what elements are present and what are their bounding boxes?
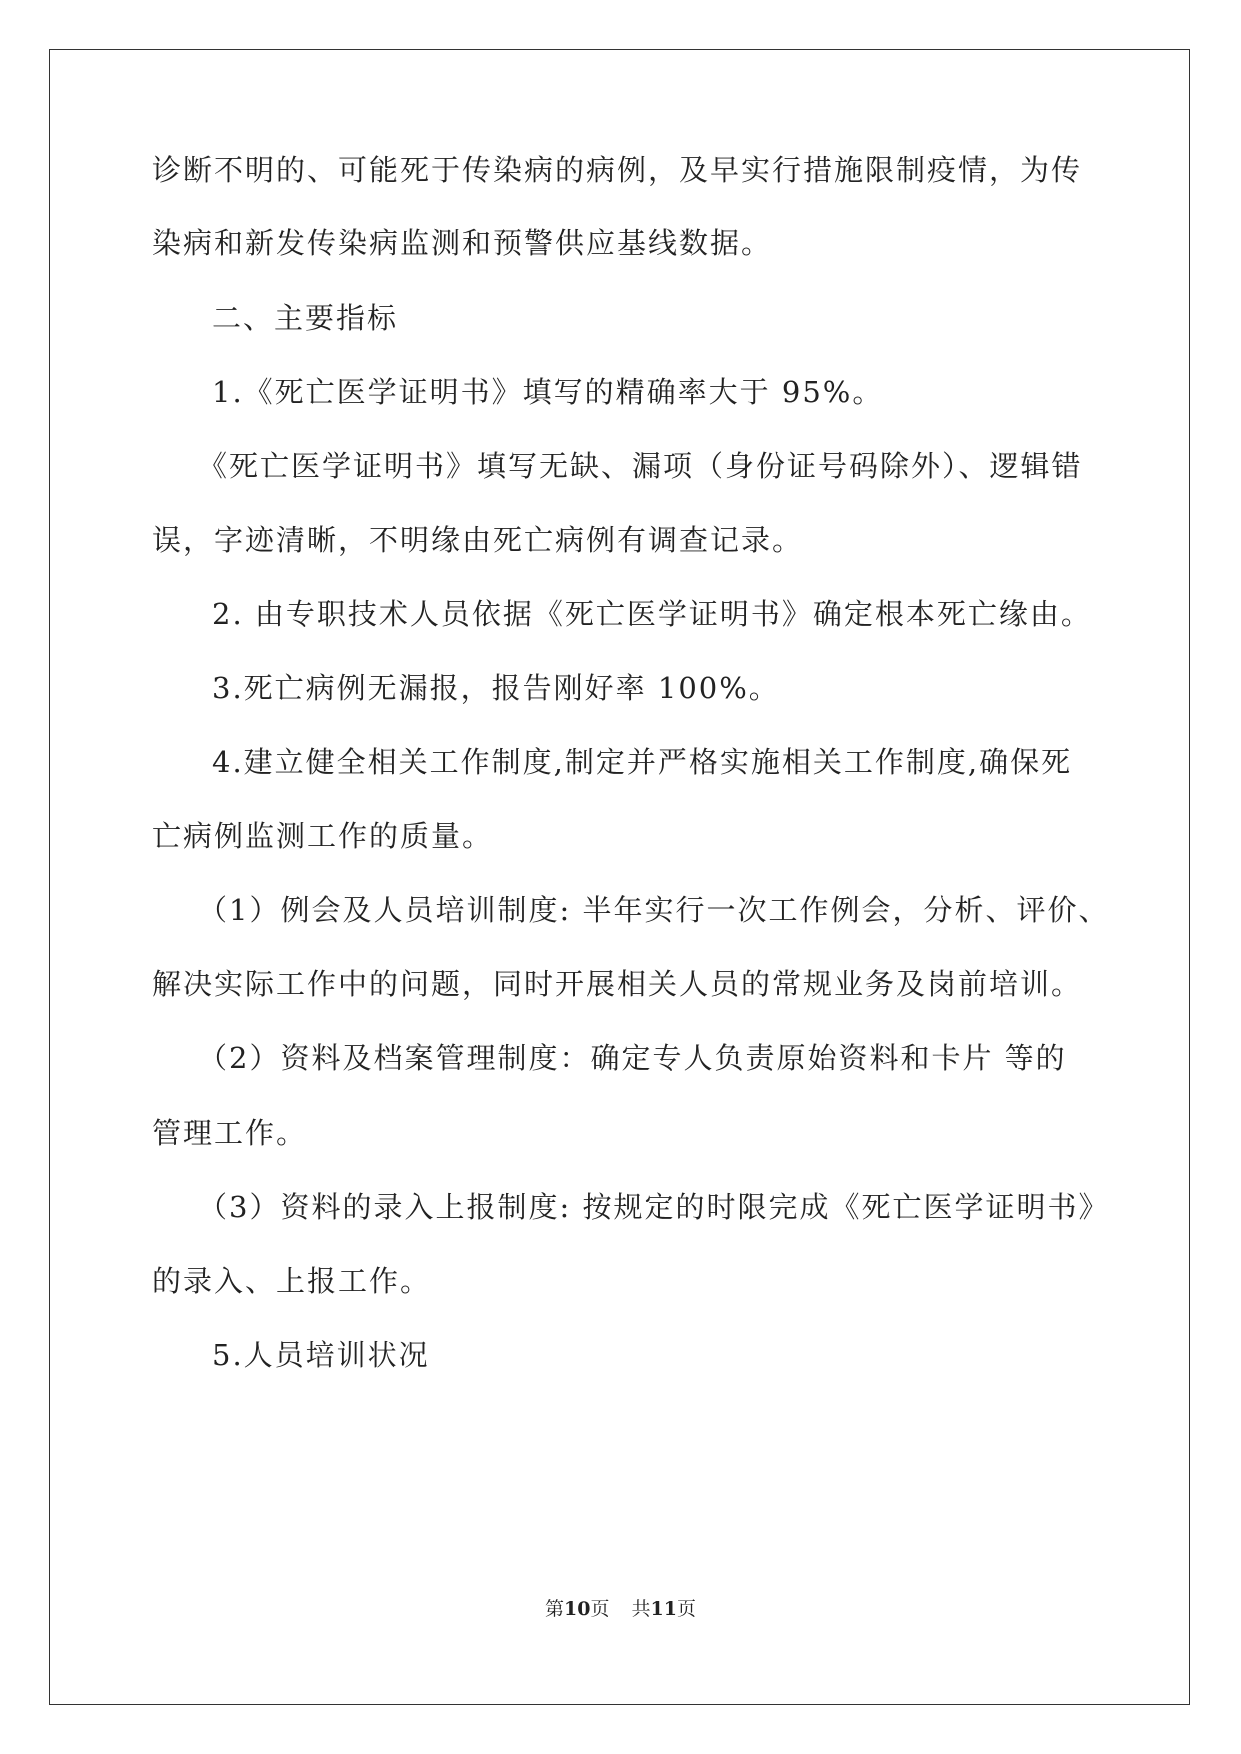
paragraph-line: 染病和新发传染病监测和预警供应基线数据。 — [152, 226, 773, 260]
footer-total-suffix: 页 — [676, 1598, 696, 1620]
paragraph-line: 解决实际工作中的问题，同时开展相关人员的常规业务及岗前培训。 — [152, 967, 1083, 1001]
paragraph-line: 3.死亡病例无漏报，报告刚好率 100%。 — [212, 671, 780, 705]
section-heading: 二、主要指标 — [212, 301, 399, 335]
footer-page-current: 10 — [564, 1598, 591, 1620]
footer-total-prefix: 共 — [631, 1598, 651, 1620]
paragraph-line: 《死亡医学证明书》填写无缺、漏项（身份证号码除外）、逻辑错 — [198, 449, 1083, 483]
paragraph-line: （3）资料的录入上报制度: 按规定的时限完成《死亡医学证明书》 — [198, 1190, 1110, 1224]
paragraph-line: （2）资料及档案管理制度：确定专人负责原始资料和卡片 等的 — [198, 1041, 1067, 1075]
paragraph-line: （1）例会及人员培训制度: 半年实行一次工作例会，分析、评价、 — [198, 893, 1110, 927]
page-footer — [0, 1597, 1241, 1621]
footer-page-suffix: 页 — [590, 1598, 610, 1620]
paragraph-line: 管理工作。 — [152, 1116, 308, 1150]
paragraph-line: 4.建立健全相关工作制度,制定并严格实施相关工作制度,确保死 — [212, 745, 1073, 779]
paragraph-line: 5.人员培训状况 — [212, 1338, 430, 1372]
paragraph-line: 的录入、上报工作。 — [152, 1264, 432, 1298]
paragraph-line: 诊断不明的、可能死于传染病的病例，及早实行措施限制疫情，为传 — [152, 153, 1083, 187]
paragraph-line: 2. 由专职技术人员依据《死亡医学证明书》确定根本死亡缘由。 — [212, 597, 1092, 631]
paragraph-line: 误，字迹清晰，不明缘由死亡病例有调查记录。 — [152, 523, 804, 557]
paragraph-line: 亡病例监测工作的质量。 — [152, 819, 494, 853]
footer-page-total: 11 — [650, 1598, 677, 1620]
paragraph-line: 1.《死亡医学证明书》填写的精确率大于 95%。 — [212, 375, 884, 409]
footer-page-prefix: 第 — [545, 1598, 565, 1620]
